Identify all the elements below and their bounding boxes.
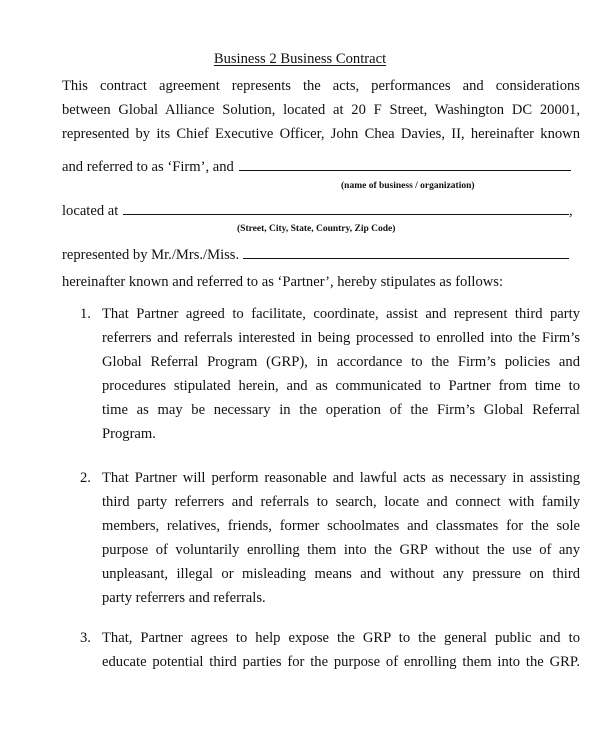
clause-1-line-5: time as may be necessary in the operation of the Firm’s Global Referral xyxy=(102,402,580,418)
business-name-blank[interactable] xyxy=(239,157,571,171)
clause-3-number: 3. xyxy=(80,630,91,646)
business-name-caption: (name of business / organization) xyxy=(341,181,475,191)
firm-label: and referred to as ‘Firm’, and xyxy=(62,159,234,175)
clause-2-line-6: party referrers and referrals. xyxy=(102,590,266,606)
address-caption: (Street, City, State, Country, Zip Code) xyxy=(237,224,396,234)
document-title: Business 2 Business Contract xyxy=(213,51,387,67)
intro-line-1: This contract agreement represents the acts, performances and considerations xyxy=(62,78,580,94)
clause-1-number: 1. xyxy=(80,306,91,322)
clause-2-line-3: members, relatives, friends, former schoolmates and classmates for the sole xyxy=(102,518,580,534)
clause-2-line-2: third party referrers and referrals to search, locate and connect with family xyxy=(102,494,580,510)
represented-line xyxy=(62,245,569,264)
located-comma: , xyxy=(568,203,573,219)
clause-1-line-4: procedures stipulated herein, and as communicated to Partner from time to xyxy=(102,378,580,394)
hereinafter-line: hereinafter known and referred to as ‘Partner’, hereby stipulates as follows: xyxy=(62,274,504,290)
clause-2-line-4: purpose of voluntarily enrolling them into the GRP without the use of any xyxy=(102,542,580,558)
address-blank[interactable] xyxy=(123,201,569,215)
clause-2-number: 2. xyxy=(80,470,91,486)
clause-2-line-1: That Partner will perform reasonable and lawful acts as necessary in assisting xyxy=(102,470,580,486)
located-line xyxy=(62,201,573,220)
clause-3-line-1: That, Partner agrees to help expose the GRP to the general public and to xyxy=(102,630,580,646)
clause-3-line-2: educate potential third parties for the purpose of enrolling them into the GRP. xyxy=(102,654,580,670)
represented-label: represented by Mr./Mrs./Miss. xyxy=(62,247,240,263)
clause-2-line-5: unpleasant, illegal or misleading means and without any pressure on third xyxy=(102,566,580,582)
clause-1-line-3: Global Referral Program (GRP), in accordance to the Firm’s policies and xyxy=(102,354,580,370)
firm-line xyxy=(62,157,571,176)
intro-line-2: between Global Alliance Solution, located at 20 F Street, Washington DC 20001, xyxy=(62,102,580,118)
clause-1-line-1: That Partner agreed to facilitate, coordinate, assist and represent third party xyxy=(102,306,580,322)
located-label: located at xyxy=(62,203,119,219)
representative-name-blank[interactable] xyxy=(243,245,569,259)
clause-1-line-6: Program. xyxy=(102,426,156,442)
intro-line-3: represented by its Chief Executive Officer, John Chea Davies, II, hereinafter known xyxy=(62,126,580,142)
clause-1-line-2: referrers and referrals interested in being processed to enrolled into the Firm’s xyxy=(102,330,580,346)
